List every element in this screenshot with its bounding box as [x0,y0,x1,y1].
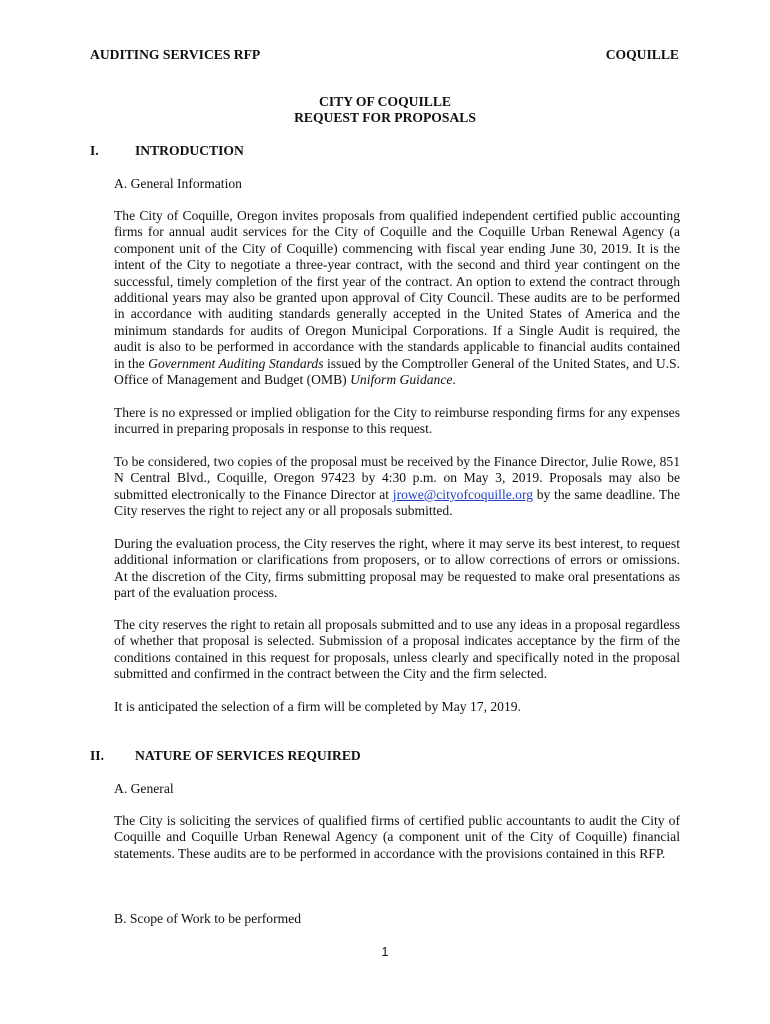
services-paragraph: The City is soliciting the services of qualified firms of certified public accountants to audit the City of Coquille and Coquille Urban Renewal Agency (a component unit of the City of Coquille) financial statements. These audits are to be performed in accordance with the provisions contained in this RFP. [114,813,680,861]
intro-paragraph: The City of Coquille, Oregon invites proposals from qualified independent certified public accounting firms for annual audit services for the City of Coquille and the Coquille Urban Renewal Agency (a component unit of the City of Coquille) commencing with fiscal year ending June 30, 2019. It is the intent of the City to negotiate a three-year contract, with the second and third year contingent on the successful, timely completion of the first year of the contract. An option to extend the contract through additional years may also be granted upon approval of City Council. These audits are to be performed in accordance with auditing standards generally accepted in the United States of America and the minimum standards for audits of Oregon Municipal Corporations. If a Single Audit is required, the audit is also to be performed in accordance with the standards applicable to financial audits contained in the Government Auditing Standards issued by the Comptroller General of the United States, and U.S. Office of Management and Budget (OMB) Uniform Guidance. [114,208,680,388]
section-1-title: INTRODUCTION [135,143,244,158]
submission-paragraph: To be considered, two copies of the proposal must be received by the Finance Director, Julie Rowe, 851 N Central Blvd., Coquille, Oregon 97423 by 4:30 p.m. on May 3, 2019. Proposals may also be submitted electronically to the Finance Director at jrowe@cityofcoquille.org by the same deadline. The City reserves the right to reject any or all proposals submitted. [114,454,681,519]
document-title-line2: REQUEST FOR PROPOSALS [294,110,476,125]
no-obligation-paragraph: There is no expressed or implied obligation for the City to reimburse responding firms for any expenses incurred in preparing proposals in response to this request. [114,405,680,437]
section-2-title: NATURE OF SERVICES REQUIRED [135,748,361,763]
retention-paragraph: The city reserves the right to retain all proposals submitted and to use any ideas in a proposal regardless of whether that proposal is selected. Submission of a proposal indicates acceptance by the firm of the conditions contained in this request for proposals, unless clearly and specifically noted in the proposal submitted and confirmed in the contract between the City and the firm selected. [114,617,680,682]
section-2-subheading-scope: B. Scope of Work to be performed [114,911,302,926]
page-number: 1 [381,945,389,959]
document-title-line1: CITY OF COQUILLE [319,94,451,109]
header-left-text: AUDITING SERVICES RFP [90,47,261,62]
evaluation-paragraph: During the evaluation process, the City reserves the right, where it may serve its best interest, to request additional information or clarifications from proposers, or to allow corrections of errors or omissions. At the discretion of the City, firms submitting proposal may be requested to make oral presentations as part of the evaluation process. [114,536,680,601]
section-2-subheading-general: A. General [114,781,174,796]
header-right-text: COQUILLE [605,47,679,62]
section-1-subheading-general-information: A. General Information [114,176,242,191]
selection-date-paragraph: It is anticipated the selection of a firm will be completed by May 17, 2019. [114,699,521,714]
section-1-number: I. [90,143,99,158]
finance-director-email-link[interactable]: jrowe@cityofcoquille.org [392,486,534,502]
section-2-number: II. [90,748,104,763]
